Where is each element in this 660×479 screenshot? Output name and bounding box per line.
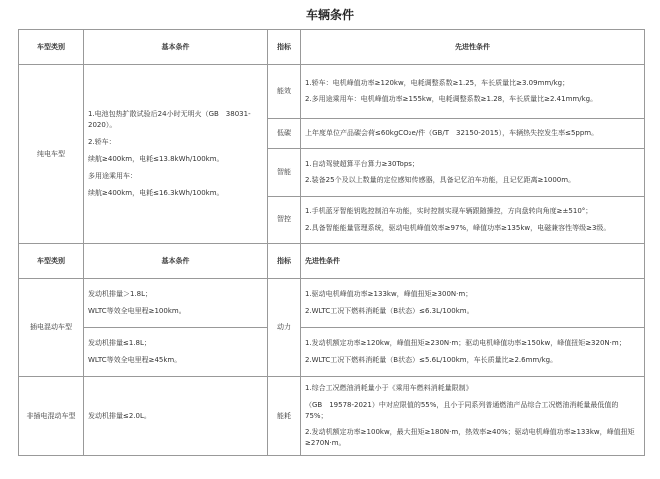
hev-adv [301,377,645,456]
bev-basic-line: 续航≥400km，电耗≤16.3kWh/100km。 [88,188,224,197]
hev-basic [84,377,268,456]
bev-adv-control [301,196,645,243]
adv-line: 1.驱动电机峰值功率≥133kw，峰值扭矩≥300N·m； [305,290,473,299]
hev-basic-line: 发动机排量≤2.0L。 [88,411,151,420]
phev-basic-line: WLTC等效全电里程≥45km。 [88,356,182,364]
adv-line: 1.综合工况燃油消耗量小于《乘用车燃料消耗量限制》 [305,383,473,392]
table-row [19,279,645,328]
bev-basic-line: 2.轿车： [88,138,116,147]
header-indicator-2: 指标 [268,244,301,279]
adv-line: 2.WLTC工况下燃料消耗量（B状态）≤6.3L/100km。 [305,307,474,315]
phev-category: 插电混动车型 [19,279,84,377]
hev-category: 非插电混动车型 [19,377,84,456]
adv-line: 1.发动机额定功率≥120kw，峰值扭矩≥230N·m；驱动电机峰值功率≥150kw，峰值扭矩≥320N·m； [305,339,626,348]
bev-indicator-control: 智控 [268,196,301,243]
bev-basic-line: 续航≥400km，电耗≤13.8kWh/100km。 [88,155,224,163]
header-category-2: 车型类别 [19,244,84,279]
phev-basic-1 [84,279,268,328]
bev-basic [84,65,268,244]
table-row [19,65,645,119]
adv-line: 2.发动机额定功率≥100kw，最大扭矩≥180N·m，热效率≥40%；驱动电机峰值功率≥133kw，峰值扭矩≥270N·m。 [305,428,635,448]
bev-adv-lowcarbon [301,118,645,149]
adv-line: 1.轿车：电机峰值功率≥120kw，电耗调整系数≥1.25，车长质量比≥3.09mm/kg； [305,78,570,87]
header-advanced: 先进性条件 [301,30,645,65]
adv-line: （GB 19578-2021）中对应限值的55%，且小于同系列普通燃油产品综合工况燃油消耗量最低值的75%； [305,400,619,420]
table-row [19,328,645,377]
bev-basic-line: 1.电池包热扩散试验后24小时无明火（GB 38031-2020）。 [88,110,251,130]
adv-line: 1.自动驾驶超算平台算力≥30Tops； [305,159,419,168]
adv-line: 2.WLTC工况下燃料消耗量（B状态）≤5.6L/100km，车长质量比≥2.6mm/kg。 [305,356,558,364]
hev-indicator: 能耗 [268,377,301,456]
header-indicator: 指标 [268,30,301,65]
table-header-row [19,30,645,65]
phev-basic-line: WLTC等效全电里程≥100km。 [88,307,186,315]
bev-category: 纯电车型 [19,65,84,244]
adv-line: 上年度单位产品碳会荷≤60kgCO₂e/件（GB/T 32150-2015），车辆热失控发生率≤5ppm。 [305,129,599,138]
header-advanced-2: 先进性条件 [301,244,645,279]
bev-basic-line: 多用途乘用车： [88,171,137,180]
phev-indicator: 动力 [268,279,301,377]
adv-line: 2.装备25个及以上数量的定位感知传感器，具备记忆泊车功能，且记忆距离≥1000m。 [305,176,576,185]
adv-line: 1.手机蓝牙智能钥匙控制泊车功能，实时控制实现车辆跟随操控，方向盘转向角度≥±510°； [305,206,593,215]
bev-indicator-smart: 智能 [268,149,301,196]
bev-indicator-efficiency: 能效 [268,65,301,119]
phev-basic-line: 发动机排量≤1.8L； [88,339,151,348]
table-row [19,377,645,456]
adv-line: 2.具备智能能量管理系统，驱动电机峰值效率≥97%，峰值功率≥135kw，电磁兼容性等级≥3级。 [305,223,611,232]
bev-adv-efficiency [301,65,645,119]
phev-basic-line: 发动机排量＞1.8L； [88,290,153,299]
header-basic: 基本条件 [84,30,268,65]
vehicle-conditions-table [18,29,645,456]
phev-basic-2 [84,328,268,377]
page-title: 车辆条件 [305,8,354,22]
bev-indicator-lowcarbon: 低碳 [268,118,301,149]
bev-adv-smart [301,149,645,196]
header-category: 车型类别 [19,30,84,65]
phev-adv-1 [301,279,645,328]
phev-adv-2 [301,328,645,377]
adv-line: 2.多用途乘用车：电机峰值功率≥155kw，电耗调整系数≥1.28，车长质量比≥2.41mm/kg。 [305,95,598,104]
table-header-row [19,244,645,279]
header-basic-2: 基本条件 [84,244,268,279]
